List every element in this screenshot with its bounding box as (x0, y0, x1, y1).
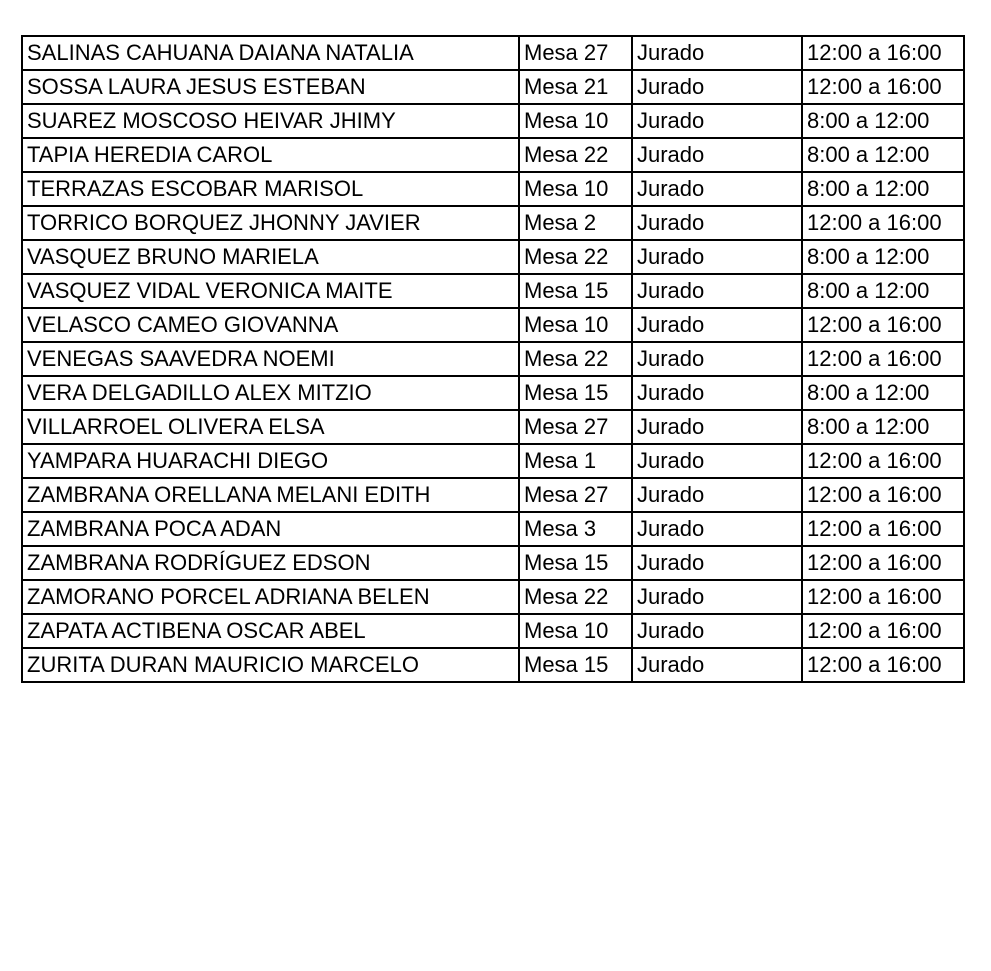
name-cell: VERA DELGADILLO ALEX MITZIO (22, 376, 519, 410)
table-row (22, 308, 964, 342)
mesa-cell: Mesa 22 (519, 342, 632, 376)
role-cell: Jurado (632, 512, 802, 546)
mesa-cell: Mesa 22 (519, 580, 632, 614)
mesa-cell: Mesa 15 (519, 376, 632, 410)
mesa-cell: Mesa 27 (519, 410, 632, 444)
role-cell: Jurado (632, 444, 802, 478)
role-cell: Jurado (632, 138, 802, 172)
mesa-cell: Mesa 27 (519, 478, 632, 512)
time-cell: 12:00 a 16:00 (802, 580, 964, 614)
role-cell: Jurado (632, 410, 802, 444)
time-cell: 12:00 a 16:00 (802, 308, 964, 342)
mesa-cell: Mesa 10 (519, 172, 632, 206)
mesa-cell: Mesa 3 (519, 512, 632, 546)
time-cell: 8:00 a 12:00 (802, 104, 964, 138)
name-cell: ZURITA DURAN MAURICIO MARCELO (22, 648, 519, 682)
role-cell: Jurado (632, 614, 802, 648)
role-cell: Jurado (632, 376, 802, 410)
time-cell: 12:00 a 16:00 (802, 36, 964, 70)
time-cell: 8:00 a 12:00 (802, 172, 964, 206)
jurado-roster-table (21, 35, 965, 683)
time-cell: 8:00 a 12:00 (802, 138, 964, 172)
role-cell: Jurado (632, 546, 802, 580)
table-row (22, 376, 964, 410)
name-cell: VILLARROEL OLIVERA ELSA (22, 410, 519, 444)
name-cell: VASQUEZ BRUNO MARIELA (22, 240, 519, 274)
role-cell: Jurado (632, 104, 802, 138)
role-cell: Jurado (632, 342, 802, 376)
mesa-cell: Mesa 15 (519, 648, 632, 682)
table-row (22, 580, 964, 614)
time-cell: 12:00 a 16:00 (802, 206, 964, 240)
document-page (21, 35, 965, 683)
table-row (22, 206, 964, 240)
role-cell: Jurado (632, 206, 802, 240)
name-cell: SUAREZ MOSCOSO HEIVAR JHIMY (22, 104, 519, 138)
table-row (22, 444, 964, 478)
name-cell: TERRAZAS ESCOBAR MARISOL (22, 172, 519, 206)
name-cell: TORRICO BORQUEZ JHONNY JAVIER (22, 206, 519, 240)
mesa-cell: Mesa 1 (519, 444, 632, 478)
table-row (22, 410, 964, 444)
name-cell: ZAMORANO PORCEL ADRIANA BELEN (22, 580, 519, 614)
mesa-cell: Mesa 10 (519, 104, 632, 138)
time-cell: 8:00 a 12:00 (802, 410, 964, 444)
time-cell: 8:00 a 12:00 (802, 376, 964, 410)
mesa-cell: Mesa 15 (519, 274, 632, 308)
name-cell: TAPIA HEREDIA CAROL (22, 138, 519, 172)
role-cell: Jurado (632, 478, 802, 512)
role-cell: Jurado (632, 70, 802, 104)
table-row (22, 614, 964, 648)
name-cell: VENEGAS SAAVEDRA NOEMI (22, 342, 519, 376)
time-cell: 8:00 a 12:00 (802, 240, 964, 274)
mesa-cell: Mesa 22 (519, 138, 632, 172)
time-cell: 12:00 a 16:00 (802, 648, 964, 682)
table-row (22, 648, 964, 682)
time-cell: 12:00 a 16:00 (802, 478, 964, 512)
time-cell: 12:00 a 16:00 (802, 614, 964, 648)
time-cell: 8:00 a 12:00 (802, 274, 964, 308)
mesa-cell: Mesa 15 (519, 546, 632, 580)
name-cell: ZAMBRANA POCA ADAN (22, 512, 519, 546)
time-cell: 12:00 a 16:00 (802, 70, 964, 104)
table-row (22, 478, 964, 512)
role-cell: Jurado (632, 172, 802, 206)
name-cell: ZAMBRANA RODRÍGUEZ EDSON (22, 546, 519, 580)
name-cell: VASQUEZ VIDAL VERONICA MAITE (22, 274, 519, 308)
role-cell: Jurado (632, 274, 802, 308)
role-cell: Jurado (632, 36, 802, 70)
table-row (22, 546, 964, 580)
table-row (22, 70, 964, 104)
table-row (22, 342, 964, 376)
name-cell: YAMPARA HUARACHI DIEGO (22, 444, 519, 478)
name-cell: ZAPATA ACTIBENA OSCAR ABEL (22, 614, 519, 648)
role-cell: Jurado (632, 648, 802, 682)
time-cell: 12:00 a 16:00 (802, 546, 964, 580)
role-cell: Jurado (632, 308, 802, 342)
mesa-cell: Mesa 22 (519, 240, 632, 274)
role-cell: Jurado (632, 580, 802, 614)
mesa-cell: Mesa 10 (519, 614, 632, 648)
table-row (22, 274, 964, 308)
mesa-cell: Mesa 21 (519, 70, 632, 104)
time-cell: 12:00 a 16:00 (802, 444, 964, 478)
table-row (22, 172, 964, 206)
mesa-cell: Mesa 10 (519, 308, 632, 342)
name-cell: VELASCO CAMEO GIOVANNA (22, 308, 519, 342)
name-cell: SALINAS CAHUANA DAIANA NATALIA (22, 36, 519, 70)
table-row (22, 104, 964, 138)
table-row (22, 512, 964, 546)
time-cell: 12:00 a 16:00 (802, 512, 964, 546)
table-row (22, 36, 964, 70)
mesa-cell: Mesa 2 (519, 206, 632, 240)
table-row (22, 138, 964, 172)
name-cell: ZAMBRANA ORELLANA MELANI EDITH (22, 478, 519, 512)
table-row (22, 240, 964, 274)
name-cell: SOSSA LAURA JESUS ESTEBAN (22, 70, 519, 104)
role-cell: Jurado (632, 240, 802, 274)
time-cell: 12:00 a 16:00 (802, 342, 964, 376)
mesa-cell: Mesa 27 (519, 36, 632, 70)
